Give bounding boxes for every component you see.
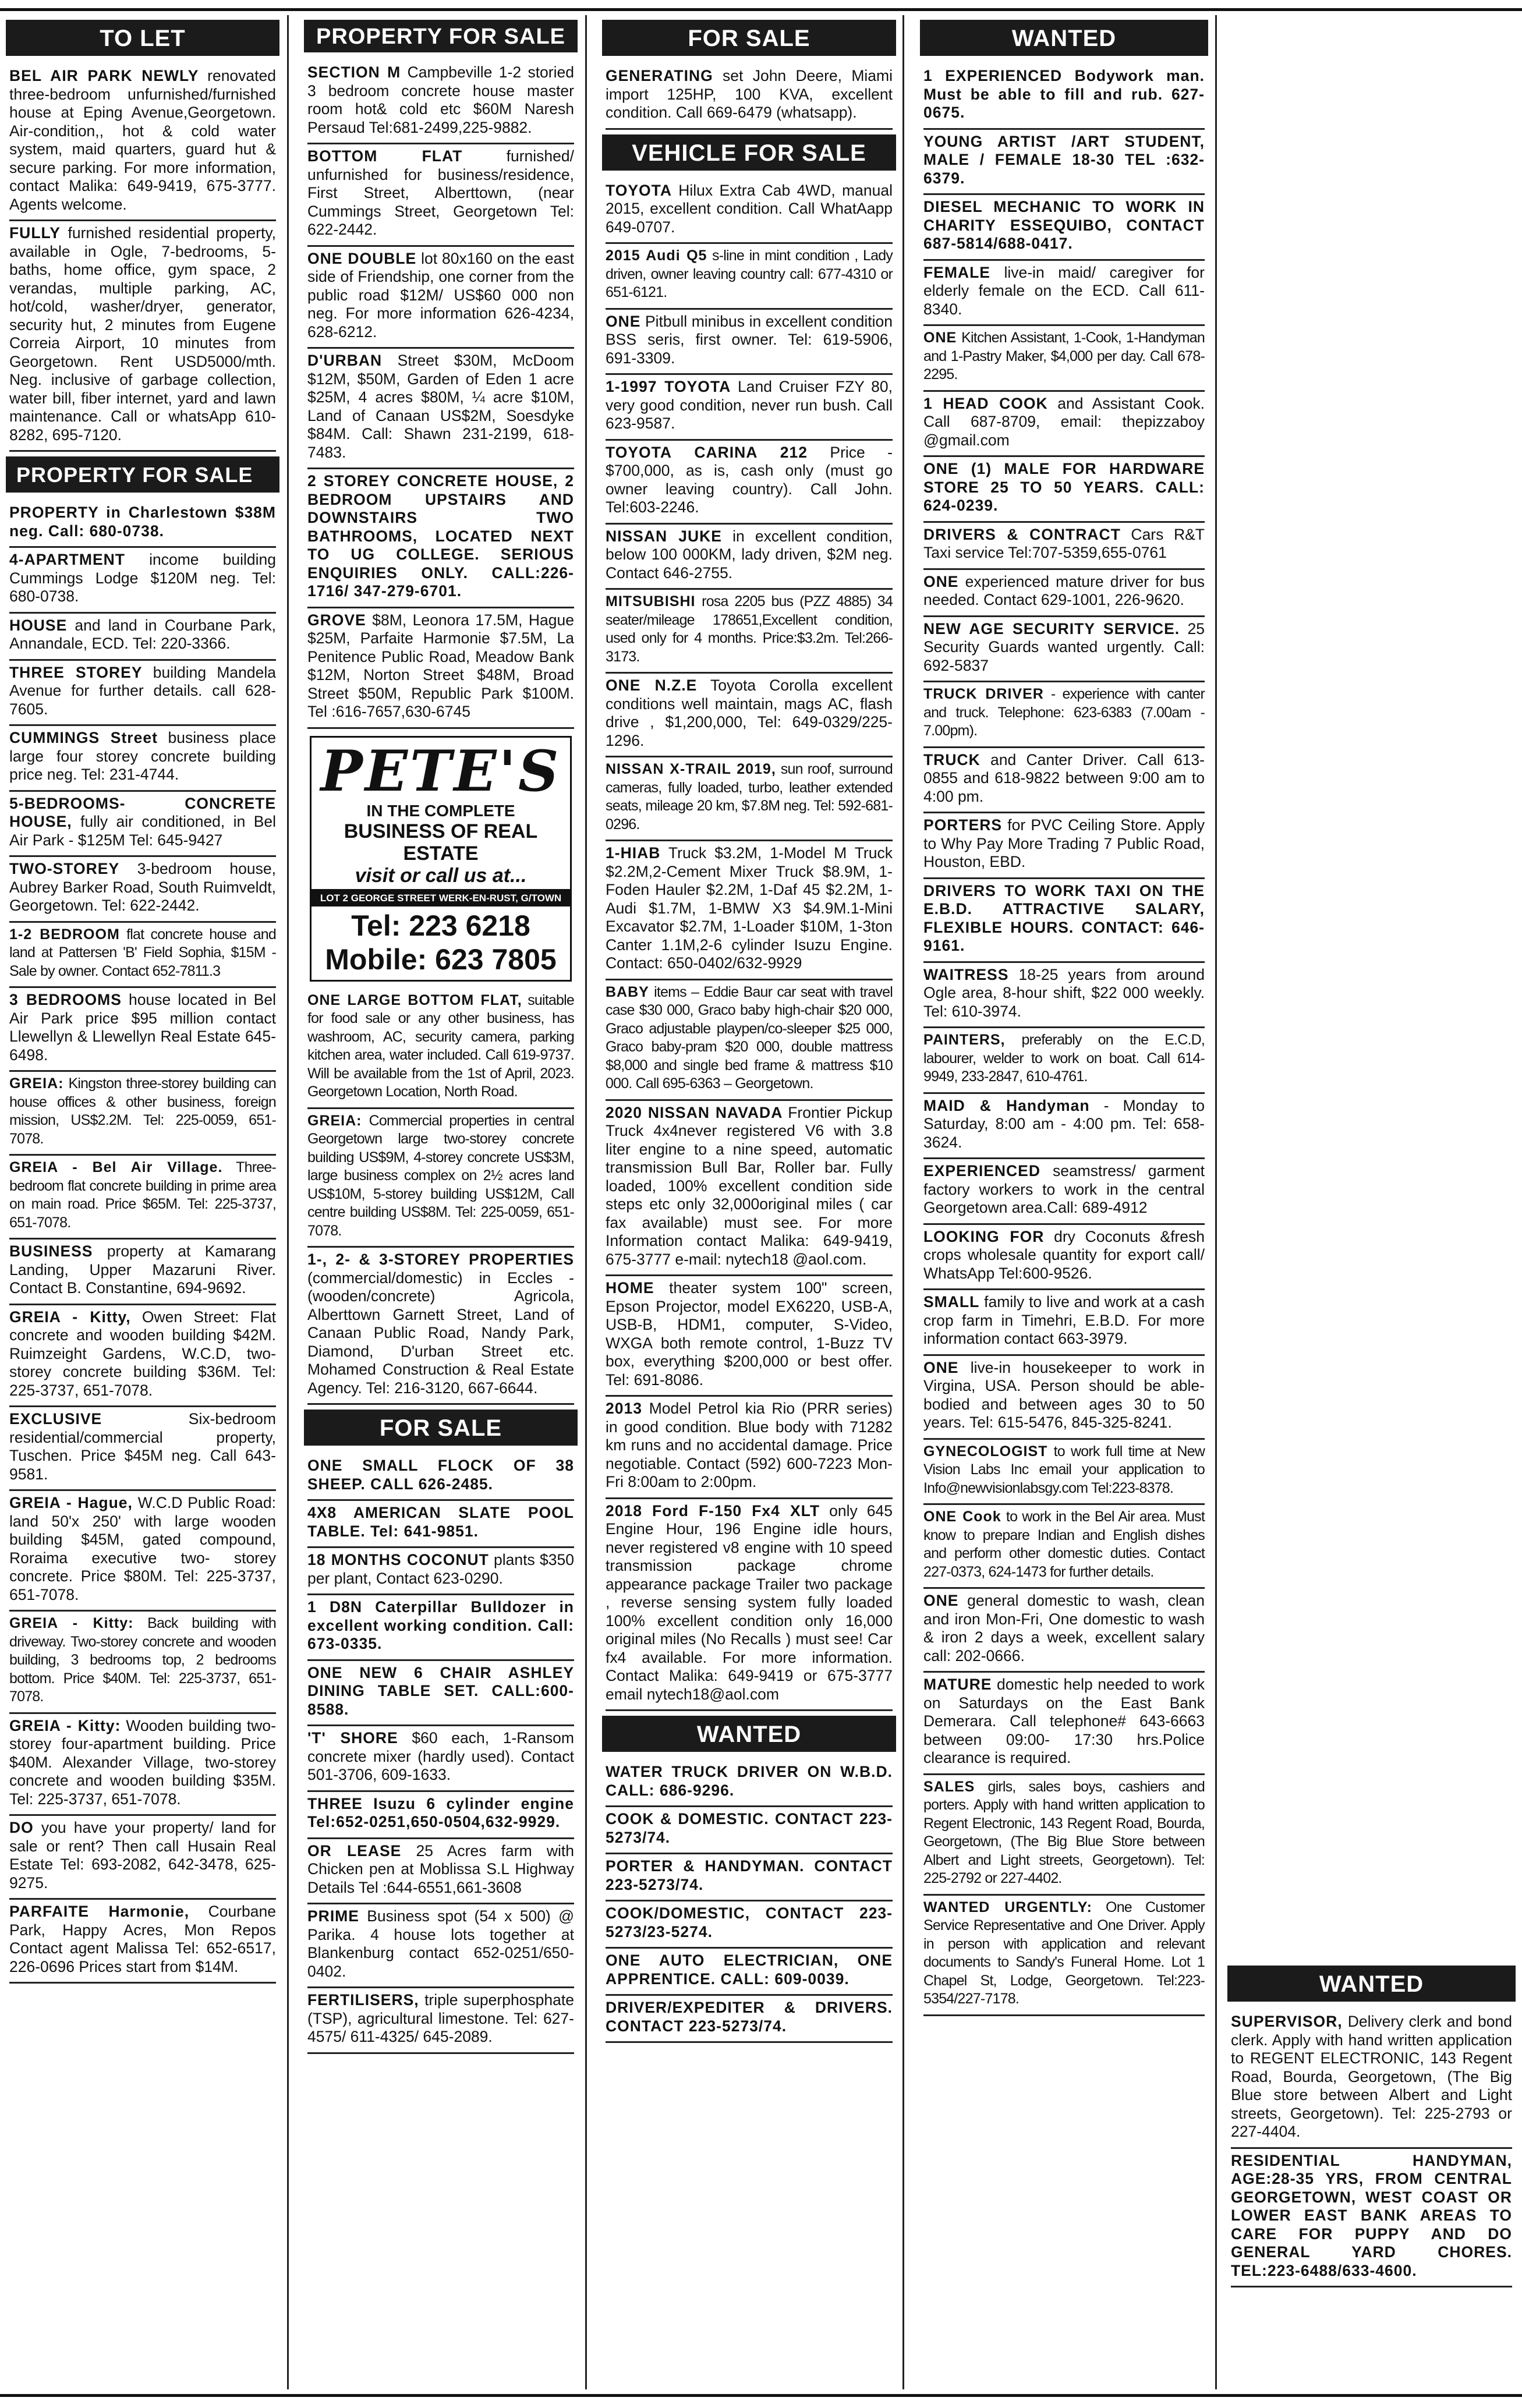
ad-body-text: in excellent condition, below 100 000KM, lady driven, $2M neg. Contact 646-2755. [606, 527, 893, 582]
section-header-property-for-sale-2: PROPERTY FOR SALE [304, 20, 578, 52]
classified-ad [307, 1792, 574, 1839]
classified-ad [307, 247, 574, 349]
ad-lead-text: GREIA - Kitty: [9, 1615, 134, 1631]
ad-body-text: flat concrete house and land at Pattersen 'B' Field Sophia, $15M - Sale by owner. Contact 652-7811.3 [9, 926, 276, 979]
section-header-wanted-3: WANTED [1227, 1966, 1516, 2002]
ad-body-text: Model Petrol kia Rio (PRR series) in good condition. Blue body with 71282 km runs and no accidental damage. Price negotiable. Contact (592) 600-7223 Mon-Fri 8:00am to 2:00pm. [606, 1400, 893, 1490]
classified-ad [9, 726, 276, 792]
classified-ad [9, 64, 276, 221]
ad-lead-text: BEL AIR PARK NEWLY [9, 67, 199, 84]
ad-body-text: income building Cummings Lodge $120M neg. Tel: 680-0738. [9, 551, 276, 605]
ad-body-text: experienced mature driver for bus needed. Contact 629-1001, 226-9620. [923, 572, 1205, 608]
ad-body-text: only 645 Engine Hour, 196 Engine idle hours, never registered v8 engine with 10 speed transmission package chrome appearance package Trailer two package , reverse sensing system fully loaded 100% excellent condition only 16,000 original miles (No Recalls ) must see! Car fx4 available. For more information. Contact Malika: 649-9419 or 675-3777 email nytech18@aol.com [606, 1502, 893, 1703]
ad-lead-text: HOME [606, 1279, 654, 1297]
classified-ad [307, 1501, 574, 1548]
ad-lead-text: WANTED URGENTLY: [923, 1899, 1092, 1915]
ad-body-text: live-in maid/ caregiver for elderly female on the ECD. Call 611-8340. [923, 263, 1205, 318]
ad-body-text: business place large four storey concrete building price neg. Tel: 231-4744. [9, 729, 276, 783]
ad-body-text: Delivery clerk and bond clerk. Apply with hand written application to REGENT ELECTRONIC, 143 Regent Road, Bourda, Georgetown, (The Big Blue store between Albert and Light streets, Georgetown). Tel: 225-2793 or 227-4404. [1231, 2013, 1512, 2140]
ad-body-text: Cars R&T Taxi service Tel:707-5359,655-0761 [923, 525, 1205, 561]
ad-body-text: property at Kamarang Landing, Upper Mazaruni River. Contact B. Constantine, 694-9692. [9, 1242, 276, 1297]
classified-ad [923, 261, 1205, 327]
classified-ad [606, 1996, 893, 2043]
ad-body-text: theater system 100" screen, Epson Projector, model EX6220, USB-A, USB-B, HDM1, computer, S-Video, WXGA both remote control, 1-Buzz TV box, everything $200,000 or best offer. Tel: 691-8086. [606, 1279, 893, 1389]
ad-lead-text: GREIA - Kitty, [9, 1308, 131, 1326]
classified-ad [307, 1109, 574, 1248]
ad-body-text: Kitchen Assistant, 1-Cook, 1-Handyman and 1-Pastry Maker, $4,000 per day. Call 678-2295. [923, 330, 1205, 383]
classified-ad [606, 441, 893, 525]
ad-body-text: girls, sales boys, cashiers and porters. Apply with hand written application to Regent Electronic, 143 Regent Road, Bourda, Georgetown, (The Big Blue Store between Albert and Light streets, Georgetown). Tel: 225-2792 or 227-4402. [923, 1778, 1205, 1886]
ad-body-text: you have your property/ land for sale or rent? Then call Husain Real Estate Tel: 693-2082, 642-3478, 625-9275. [9, 1819, 276, 1892]
column-1 [6, 15, 279, 2389]
ad-lead-text: 1-HIAB [606, 844, 661, 862]
classified-ad [606, 1760, 893, 1807]
ad-lead-text: TRUCK [923, 750, 981, 769]
ad-lead-text: OR LEASE [307, 1842, 402, 1860]
classified-ad [923, 130, 1205, 196]
ad-lead-text: WATER TRUCK DRIVER ON W.B.D. CALL: 686-9296. [606, 1763, 893, 1799]
classified-ad [606, 590, 893, 674]
classified-ad [923, 1356, 1205, 1440]
ad-body-text: Three-bedroom flat concrete building in prime area on main road. Price $65M. Tel: 225-3737, 651-7078. [9, 1159, 276, 1231]
ad-lead-text: DRIVERS TO WORK TAXI ON THE E.B.D. ATTRACTIVE SALARY, FLEXIBLE HOURS. CONTACT: 646-9161. [923, 881, 1205, 954]
ad-body-text: building Mandela Avenue for further details. call 628-7605. [9, 663, 276, 718]
classified-ad [923, 1589, 1205, 1673]
classified-ad [307, 1839, 574, 1905]
wanted-ads-col4 [920, 64, 1208, 2016]
classified-ad [923, 879, 1205, 963]
ad-body-text: triple superphosphate (TSP), agricultural limestone. Tel: 627-4575/ 611-4325/ 645-2089. [307, 1991, 574, 2045]
petes-telephone: Tel: 223 6218 [312, 906, 570, 943]
ad-body-text: Frontier Pickup Truck 4x4never registered V6 with 3.8 liter engine to a nine speed, automatic transmission Bull Bar, Roller bar. Fully loaded, 100% excellent condition side steps etc only 32,000original miles ( car fax available) must see. For more Information contact Malika: 649-9419, 675-3777 e-mail: nytech18 @aol.com. [606, 1103, 893, 1268]
classified-ad [606, 1499, 893, 1712]
classified-ad [9, 614, 276, 661]
ad-lead-text: D'URBAN [307, 352, 383, 369]
ad-body-text: furnished/ unfurnished for business/residence, First Street, Alberttown, (near Cummings Street, Georgetown Tel: 622-2442. [307, 147, 574, 238]
ad-body-text: Wooden building two-storey four-apartment building. Price $40M. Alexander Village, two-storey concrete and wooden building $35M. Tel: 225-3737, 651-7078. [9, 1716, 276, 1808]
ad-lead-text: DIESEL MECHANIC TO WORK IN CHARITY ESSEQUIBO, CONTACT 687-5814/688-0417. [923, 198, 1205, 252]
ad-lead-text: 2 STOREY CONCRETE HOUSE, 2 BEDROOM UPSTAIRS AND DOWNSTAIRS TWO BATHROOMS, LOCATED NEXT TO UG COLLEGE. SERIOUS ENQUIRIES ONLY. CALL:226-1716/ 347-279-6701. [307, 472, 574, 600]
ad-lead-text: BOTTOM FLAT [307, 147, 463, 165]
ad-body-text: family to live and work at a cash crop farm in Timehri, E.B.D. For more information contact 663-3979. [923, 1293, 1205, 1347]
wanted-ads-col3 [602, 1760, 896, 2043]
ad-lead-text: CUMMINGS Street [9, 729, 158, 746]
ad-lead-text: 1 EXPERIENCED Bodywork man. Must be able to fill and rub. 627-0675. [923, 67, 1205, 121]
vehicle-ads [602, 179, 896, 1712]
ad-body-text: Campbeville 1-2 storied 3 bedroom concrete house master room hot& cold etc $60M Naresh Persaud Tel:681-2499,225-9882. [307, 63, 574, 136]
ad-body-text: Commercial properties in central Georgetown large two-storey concrete building US$9M, 4-storey concrete US$3M, large business complex on 2½ acres land US$10M, 5-storey building US$12M, Call centre building US$8M. Tel: 225-0059, 651-7078. [307, 1112, 574, 1239]
ad-body-text: Toyota Corolla excellent conditions well maintain, mags AC, flash drive , $1,200,000, Tel: 649-0329/225-1296. [606, 677, 893, 749]
classified-ad [9, 1900, 276, 1984]
column-5 [1227, 1961, 1516, 2389]
ad-body-text: 25 Acres farm with Chicken pen at Moblissa S.L Highway Details Tel :644-6551,661-3608 [307, 1842, 575, 1896]
ad-body-text: - Monday to Saturday, 8:00 am - 4:00 pm. Tel: 658-3624. [923, 1096, 1205, 1151]
for-sale-ads-col3 [602, 64, 896, 130]
classified-ad [923, 617, 1205, 683]
classified-ad [9, 1714, 276, 1816]
property-ads-col2 [304, 61, 578, 729]
column-divider [585, 15, 587, 2389]
ad-lead-text: NEW AGE SECURITY SERVICE. [923, 619, 1180, 638]
classified-ad [923, 1440, 1205, 1506]
classified-ad [307, 989, 574, 1109]
ad-lead-text: YOUNG ARTIST /ART STUDENT, MALE / FEMALE 18-30 TEL :632-6379. [923, 132, 1205, 187]
ad-body-text: suitable for food sale or any other business, has washroom, AC, security camera, parking kitchen area, water included. Call 619-9737. Will be available from the 1st of April, 2023. Georgetown Location, North Road. [307, 991, 574, 1100]
classified-ad [606, 1101, 893, 1277]
section-header-to-let: TO LET [6, 20, 279, 56]
petes-logo: PETE'S [320, 738, 561, 804]
ad-lead-text: 18 MONTHS COCONUT [307, 1551, 489, 1568]
petes-line-2: BUSINESS OF REAL ESTATE [344, 820, 538, 865]
ad-lead-text: MAID & Handyman [923, 1096, 1090, 1114]
ad-body-text: lot 80x160 on the east side of Friendship, one corner from the public road $12M/ US$60 000 non neg. For more information 626-4234, 628-6212. [307, 249, 574, 341]
classified-ad [307, 1661, 574, 1727]
ad-body-text: and Assistant Cook. Call 687-8709, email: thepizzaboy @gmail.com [923, 394, 1205, 449]
ad-body-text: Owen Street: Flat concrete and wooden building $42M. Ruimzeight Gardens, W.C.D, two-storey concrete building $36M. Tel: 225-3737, 651-7078. [9, 1308, 276, 1399]
ad-body-text: preferably on the E.C.D, labourer, welder to work on boat. Call 614-9949, 233-2847, 610-4761. [923, 1032, 1205, 1085]
classified-ad [9, 1816, 276, 1900]
classified-ad [923, 570, 1205, 617]
ad-body-text: rosa 2205 bus (PZZ 4885) 34 seater/mileage 178651,Excellent condition, used only for 4 months. Price:$3.2m. Tel:266-3173. [606, 593, 893, 665]
ad-body-text: dry Coconuts &fresh crops wholesale quantity for export call/ WhatsApp Tel:600-9526. [923, 1227, 1205, 1282]
classified-ad [606, 980, 893, 1101]
column-3 [602, 15, 896, 2389]
classified-ad [923, 64, 1205, 130]
ad-body-text: and land in Courbane Park, Annandale, ECD. Tel: 220-3366. [9, 616, 276, 652]
ad-body-text: fully air conditioned, in Bel Air Park - $125M Tel: 645-9427 [9, 813, 276, 849]
classified-ad [9, 792, 276, 858]
ad-lead-text: PRIME [307, 1907, 359, 1925]
classified-ad [606, 244, 893, 310]
classified-ad [923, 457, 1205, 523]
ad-body-text: furnished residential property, available in Ogle, 7-bedrooms, 5-baths, home office, gym space, 2 verandas, multiple parking, AC, hot/cold, washer/dryer, generator, security hut, 2 minutes from Eugene Correia Airport, 10 minutes from Georgetown. Rent USD5000/mth. Neg. inclusive of garbage collection, water bill, fiber internet, yard and lawn maintenance. Call or whatsApp 610-8282, 695-7120. [9, 224, 276, 444]
property-ads-col2-b [304, 989, 578, 1405]
ad-lead-text: COOK & DOMESTIC. CONTACT 223-5273/74. [606, 1810, 893, 1846]
ad-lead-text: PROPERTY in Charlestown $38M neg. Call: 680-0738. [9, 504, 276, 540]
ad-body-text: seamstress/ garment factory workers to work in the central Georgetown area.Call: 689-4912 [923, 1162, 1205, 1216]
ad-lead-text: ONE [923, 330, 957, 346]
ad-body-text: Street $30M, McDoom $12M, $50M, Garden of Eden 1 acre $25M, 4 acres $80M, ¼ acre $10M, Land of Canaan US$2M, Soesdyke $84M. Call: Shawn 231-2199, 618-7483. [307, 352, 574, 461]
column-4 [920, 15, 1208, 2389]
classified-ad [923, 1673, 1205, 1775]
petes-ad-top [312, 738, 570, 890]
classified-ad [923, 1775, 1205, 1896]
classified-ad [307, 469, 574, 608]
ad-body-text: Land Cruiser FZY 80, very good condition, never run bush. Call 623-9587. [606, 378, 893, 432]
ad-lead-text: ONE [923, 572, 959, 590]
ad-lead-text: ONE DOUBLE [307, 249, 417, 267]
ad-lead-text: SMALL [923, 1293, 980, 1311]
classified-ad [923, 813, 1205, 879]
ad-lead-text: 1 HEAD COOK [923, 394, 1048, 412]
ad-body-text: to work in the Bel Air area. Must know to prepare Indian and English dishes and perform other domestic duties. Contact 227-0373, 624-1473 for further details. [923, 1508, 1205, 1580]
ad-body-text: Truck $3.2M, 1-Model M Truck $2.2M,2-Cement Mixer Truck $8.9M, 1-Foden Hauler $2.2M, 1-Daf 45 $2.2M, 1-Audi $1.7M, 1-BMW X3 $4.9M.1-Mini Excavator $2.7M, 1-Loader $10M, 1-3ton Canter 1.1M,2-6 cylinder Isuzu Engine. Contact: 650-0402/632-9929 [606, 844, 893, 972]
petes-address: LOT 2 GEORGE STREET WERK-EN-RUST, G/TOWN [312, 890, 570, 906]
ad-lead-text: COOK/DOMESTIC, CONTACT 223-5273/23-5274. [606, 1904, 893, 1940]
ad-lead-text: NISSAN JUKE [606, 527, 722, 545]
classified-ad [9, 1612, 276, 1714]
ad-lead-text: DRIVERS & CONTRACT [923, 525, 1121, 543]
ad-body-text: to work full time at New Vision Labs Inc email your application to Info@newvisionlabsgy.com Tel:223-8378. [923, 1443, 1205, 1496]
classified-ad [923, 1225, 1205, 1291]
ad-lead-text: ONE (1) MALE FOR HARDWARE STORE 25 TO 50 YEARS. CALL: 624-0239. [923, 460, 1205, 514]
ad-lead-text: LOOKING FOR [923, 1227, 1045, 1245]
ad-body-text: One Customer Service Representative and One Driver. Apply in person with application and relevant documents to Sandy's Funeral Home. Lot 1 Chapel St, Lodge, Georgetown. Tel:223-5354/227-7178. [923, 1899, 1205, 2007]
ad-lead-text: SECTION M [307, 63, 401, 81]
ad-body-text: items – Eddie Baur car seat with travel case $30 000, Graco baby high-chair $20 000, Graco adjustable playpen/co-sleeper $25 000, Graco baby-pram $20 000, double mattress $8,000 and single bed frame & mattress $10 000. Call 695-6363 – Georgetown. [606, 983, 893, 1092]
classified-ad [307, 349, 574, 469]
ad-body-text: plants $350 per plant, Contact 623-0290. [307, 1551, 574, 1587]
classified-ad [606, 1397, 893, 1499]
classified-ad [9, 1072, 276, 1156]
classified-ad [923, 1505, 1205, 1589]
classified-ad [9, 1156, 276, 1240]
classified-ad [307, 1988, 574, 2054]
classified-ad [606, 674, 893, 757]
classified-ad [9, 661, 276, 727]
ad-lead-text: DO [9, 1819, 34, 1836]
classified-ad [923, 195, 1205, 261]
ad-body-text: 25 Security Guards wanted urgently. Call: 692-5837 [923, 619, 1205, 674]
classified-ad [307, 1454, 574, 1501]
ad-lead-text: TRUCK DRIVER [923, 686, 1044, 702]
classified-ad [923, 963, 1205, 1029]
ad-lead-text: ONE [606, 312, 641, 330]
ad-lead-text: GREIA - Bel Air Village. [9, 1159, 223, 1175]
ad-lead-text: ONE N.Z.E [606, 677, 698, 694]
ad-body-text: Business spot (54 x 500) @ Parika. 4 house lots together at Blankenburg contact 652-0251/650-0402. [307, 1907, 574, 1980]
ad-body-text: $60 each, 1-Ransom concrete mixer (hardly used). Contact 501-3706, 609-1633. [307, 1729, 574, 1783]
classified-ad [1231, 2149, 1512, 2288]
ad-lead-text: 1 D8N Caterpillar Bulldozer in excellent working condition. Call: 673-0335. [307, 1598, 574, 1652]
column-divider [902, 15, 904, 2389]
ad-lead-text: 4-APARTMENT [9, 551, 125, 568]
ad-lead-text: FERTILISERS, [307, 1991, 419, 2009]
ad-body-text: renovated three-bedroom unfurnished/furnished house at Eping Avenue,Georgetown. Air-condition,, hot & cold water system, maid quarters, guard hut & secure parking. For more information, contact Malika: 649-9419, 675-3777. Agents welcome. [9, 67, 276, 213]
wanted-ads-col5 [1227, 2010, 1516, 2287]
ad-body-text: 3-bedroom house, Aubrey Barker Road, South Ruimveldt, Georgetown. Tel: 622-2442. [9, 860, 276, 914]
section-header-for-sale-2: FOR SALE [602, 20, 896, 56]
ad-body-text: s-line in mint condition , Lady driven, owner leaving country call: 677-4310 or 651-6121. [606, 247, 893, 300]
ad-lead-text: 1-1997 TOYOTA [606, 378, 731, 395]
ad-lead-text: GREIA: [307, 1112, 362, 1129]
classified-ad [923, 1028, 1205, 1094]
ad-lead-text: ONE AUTO ELECTRICIAN, ONE APPRENTICE. CALL: 609-0039. [606, 1952, 893, 1988]
classified-ad [606, 1901, 893, 1949]
classified-ad [923, 523, 1205, 570]
ad-lead-text: GREIA - Kitty: [9, 1716, 121, 1734]
classified-ad [923, 392, 1205, 458]
petes-real-estate-ad [310, 736, 572, 982]
ad-body-text: Hilux Extra Cab 4WD, manual 2015, excellent condition. Call WhatAapp 649-0707. [606, 181, 893, 236]
classified-ad [923, 748, 1205, 814]
ad-lead-text: 5-BEDROOMS- CONCRETE HOUSE, [9, 794, 276, 830]
ad-lead-text: 2020 NISSAN NAVADA [606, 1103, 783, 1121]
ad-lead-text: PORTERS [923, 816, 1003, 834]
ad-lead-text: GYNECOLOGIST [923, 1443, 1048, 1460]
section-header-wanted: WANTED [602, 1716, 896, 1752]
column-2 [304, 15, 578, 2389]
classified-ad [923, 1094, 1205, 1160]
ad-lead-text: ONE Cook [923, 1508, 1001, 1525]
classified-ad [307, 1595, 574, 1661]
bottom-rule [0, 2394, 1522, 2397]
classified-ad [606, 1854, 893, 1901]
classified-ad [9, 1240, 276, 1305]
ad-lead-text: ONE [923, 1592, 959, 1609]
ad-lead-text: BABY [606, 983, 649, 1000]
classified-ad [9, 548, 276, 614]
classified-ad [9, 923, 276, 989]
section-header-property-for-sale: PROPERTY FOR SALE [6, 456, 279, 493]
classified-ad [9, 1305, 276, 1408]
ad-body-text: 18-25 years from around Ogle area, 8-hour shift, $22 000 weekly. Tel: 610-3974. [923, 965, 1205, 1020]
ad-body-text: domestic help needed to work on Saturdays on the East Bank Demerara. Call telephone# 643-6663 between 09:00- 17:30 hrs.Police clearance is required. [923, 1676, 1205, 1766]
section-header-for-sale: FOR SALE [304, 1410, 578, 1446]
classified-ad [606, 310, 893, 376]
ad-lead-text: ONE SMALL FLOCK OF 38 SHEEP. CALL 626-2485. [307, 1457, 574, 1493]
classified-ad [923, 1290, 1205, 1356]
ad-lead-text: MATURE [923, 1676, 992, 1693]
ad-body-text: sun roof, surround cameras, fully loaded, turbo, leather extended seats, mileage 20 km, $7.8M neg. Tel: 592-681-0296. [606, 761, 893, 833]
classified-ad [923, 326, 1205, 392]
ad-body-text: Price - $700,000, as is, cash only (must go owner leaving country). Call John. Tel:603-2246. [606, 443, 893, 516]
top-rule [0, 8, 1522, 11]
ad-body-text: Pitbull minibus in excellent condition BSS seris, first owner. Tel: 619-5906, 691-3309. [606, 312, 893, 367]
classified-ad [9, 1491, 276, 1612]
ad-lead-text: DRIVER/EXPEDITER & DRIVERS. CONTACT 223-5273/74. [606, 1999, 893, 2035]
ad-lead-text: GENERATING [606, 67, 713, 84]
petes-mobile: Mobile: 623 7805 [312, 943, 570, 980]
classified-ad [307, 1726, 574, 1792]
classified-ad [307, 144, 574, 247]
ad-lead-text: ONE NEW 6 CHAIR ASHLEY DINING TABLE SET. CALL:600-8588. [307, 1663, 574, 1718]
ad-body-text: - experience with canter and truck. Telephone: 623-6383 (7.00am - 7.00pm). [923, 686, 1205, 739]
ad-body-text: Six-bedroom residential/commercial property, Tuschen. Price $45M neg. Call 643-9581. [9, 1410, 276, 1483]
ad-lead-text: GROVE [307, 611, 366, 629]
ad-lead-text: ONE LARGE BOTTOM FLAT, [307, 991, 522, 1008]
ad-body-text: and Canter Driver. Call 613-0855 and 618-9822 between 9:00 am to 4:00 pm. [923, 750, 1205, 805]
ad-body-text: (commercial/domestic) in Eccles - (wooden/concrete) Agricola, Alberttown Garnett Street, Land of Canaan Public Road, Nandy Park, Diamond, D'urban Street etc. Mohamed Construction & Real Estate Agency. Tel: 216-3120, 667-6644. [307, 1269, 574, 1397]
ad-lead-text: EXCLUSIVE [9, 1410, 102, 1428]
ad-lead-text: 'T' SHORE [307, 1729, 398, 1747]
ad-lead-text: 2015 Audi Q5 [606, 247, 707, 264]
ad-lead-text: BUSINESS [9, 1242, 93, 1260]
column-divider [1215, 15, 1217, 2389]
to-let-ads [6, 64, 279, 452]
ad-lead-text: TWO-STOREY [9, 860, 120, 877]
ad-lead-text: THREE STOREY [9, 663, 143, 681]
ad-body-text: general domestic to wash, clean and iron Mon-Fri, One domestic to wash & iron 2 days a week, excellent salary call: 202-0666. [923, 1592, 1205, 1665]
classified-ad [9, 857, 276, 923]
ad-body-text: Back building with driveway. Two-storey concrete and wooden building, 3 bedrooms top, 2 bedrooms bottom. Price $40M. Tel: 225-3737, 651-7078. [9, 1615, 277, 1705]
ad-body-text: $8M, Leonora 17.5M, Hague $25M, Parfaite Harmonie $7.5M, La Penitence Public Road, Meadow Bank $12M, Norton Street $48M, Broad Street $50M, Republic Park $100M. Tel :616-7657,630-6745 [307, 611, 574, 720]
ad-lead-text: 3 BEDROOMS [9, 991, 122, 1008]
ad-lead-text: MITSUBISHI [606, 593, 696, 610]
ad-lead-text: 2013 [606, 1400, 642, 1417]
section-header-wanted-2: WANTED [920, 20, 1208, 56]
classified-ad [923, 682, 1205, 748]
classified-ad [606, 375, 893, 441]
ad-lead-text: GREIA - Hague, [9, 1494, 133, 1511]
ad-lead-text: PORTER & HANDYMAN. CONTACT 223-5273/74. [606, 1857, 893, 1893]
classified-ad [606, 1807, 893, 1854]
ad-body-text: W.C.D Public Road: land 50'x 250' with large wooden building $45M, gated compound, Roraima executive two- storey concrete. Price $80M. Tel: 225-3737, 651-7078. [9, 1494, 277, 1603]
petes-line-1: IN THE COMPLETE [366, 801, 515, 820]
classified-ad [923, 1896, 1205, 2016]
ad-lead-text: PARFAITE Harmonie, [9, 1903, 190, 1920]
classified-ad [307, 608, 574, 729]
ad-lead-text: NISSAN X-TRAIL 2019, [606, 761, 776, 777]
ad-lead-text: GREIA: [9, 1075, 64, 1092]
ad-lead-text: 1-2 BEDROOM [9, 926, 120, 943]
ad-lead-text: TOYOTA [606, 181, 672, 199]
classified-ad [9, 1407, 276, 1491]
ad-body-text: house located in Bel Air Park price $95 million contact Llewellyn & Llewellyn Real Estate 645-6498. [9, 991, 277, 1064]
ad-body-text: Courbane Park, Happy Acres, Mon Repos Contact agent Malissa Tel: 652-6517, 226-0696 Prices start from $14M. [9, 1903, 276, 1975]
ad-lead-text: PAINTERS, [923, 1032, 1006, 1048]
ad-lead-text: SALES [923, 1778, 975, 1795]
ad-lead-text: HOUSE [9, 616, 68, 634]
ad-body-text: for PVC Ceiling Store. Apply to Why Pay More Trading 7 Public Road, Houston, EBD. [923, 816, 1205, 870]
classified-ad [606, 1276, 893, 1397]
classified-ad [307, 1248, 574, 1405]
classified-ad [9, 501, 276, 548]
classified-ad [606, 757, 893, 841]
ad-lead-text: SUPERVISOR, [1231, 2013, 1343, 2030]
ad-lead-text: EXPERIENCED [923, 1162, 1040, 1180]
ad-lead-text: ONE [923, 1358, 959, 1376]
classified-ad [307, 61, 574, 144]
column-divider [287, 15, 289, 2389]
classified-ad [307, 1904, 574, 1988]
ad-lead-text: 2018 Ford F-150 Fx4 XLT [606, 1502, 820, 1520]
ad-lead-text: WAITRESS [923, 965, 1009, 983]
classified-ad [1231, 2010, 1512, 2149]
ad-lead-text: 1-, 2- & 3-STOREY PROPERTIES [307, 1251, 574, 1268]
ad-lead-text: THREE Isuzu 6 cylinder engine Tel:652-0251,650-0504,632-9929. [307, 1794, 574, 1830]
ad-body-text: set John Deere, Miami import 125HP, 100 KVA, excellent condition. Call 669-6479 (whatsapp). [606, 67, 893, 121]
ad-lead-text: FULLY [9, 224, 61, 242]
classified-ad [606, 64, 893, 130]
ad-lead-text: RESIDENTIAL HANDYMAN, AGE:28-35 YRS, FROM CENTRAL GEORGETOWN, WEST COAST OR LOWER EAST BANK AREAS TO CARE FOR PUPPY AND DO GENERAL YARD CHORES. TEL:223-6488/633-4600. [1231, 2151, 1512, 2279]
classified-ad [9, 221, 276, 452]
ad-lead-text: 4X8 AMERICAN SLATE POOL TABLE. Tel: 641-9851. [307, 1504, 574, 1540]
classified-ad [923, 1159, 1205, 1225]
classified-ad [606, 525, 893, 590]
property-ads-col1 [6, 501, 279, 1984]
classified-ad [9, 988, 276, 1072]
classified-ad [606, 841, 893, 980]
classified-ad [606, 179, 893, 245]
ad-body-text: Kingston three-storey building can house offices & other business, foreign mission, US$2.2M. Tel: 225-0059, 651-7078. [9, 1075, 276, 1147]
for-sale-ads-col2 [304, 1454, 578, 2054]
ad-body-text: live-in housekeeper to work in Virgina, USA. Person should be able-bodied and between ages 30 to 50 years. Tel: 615-5476, 845-325-8241. [923, 1358, 1205, 1431]
petes-line-3: visit or call us at... [355, 864, 527, 887]
ad-lead-text: FEMALE [923, 263, 990, 281]
ad-lead-text: TOYOTA CARINA 212 [606, 443, 808, 461]
classified-ad [307, 1548, 574, 1595]
classified-ad [606, 1949, 893, 1996]
section-header-vehicle-for-sale: VEHICLE FOR SALE [602, 134, 896, 171]
